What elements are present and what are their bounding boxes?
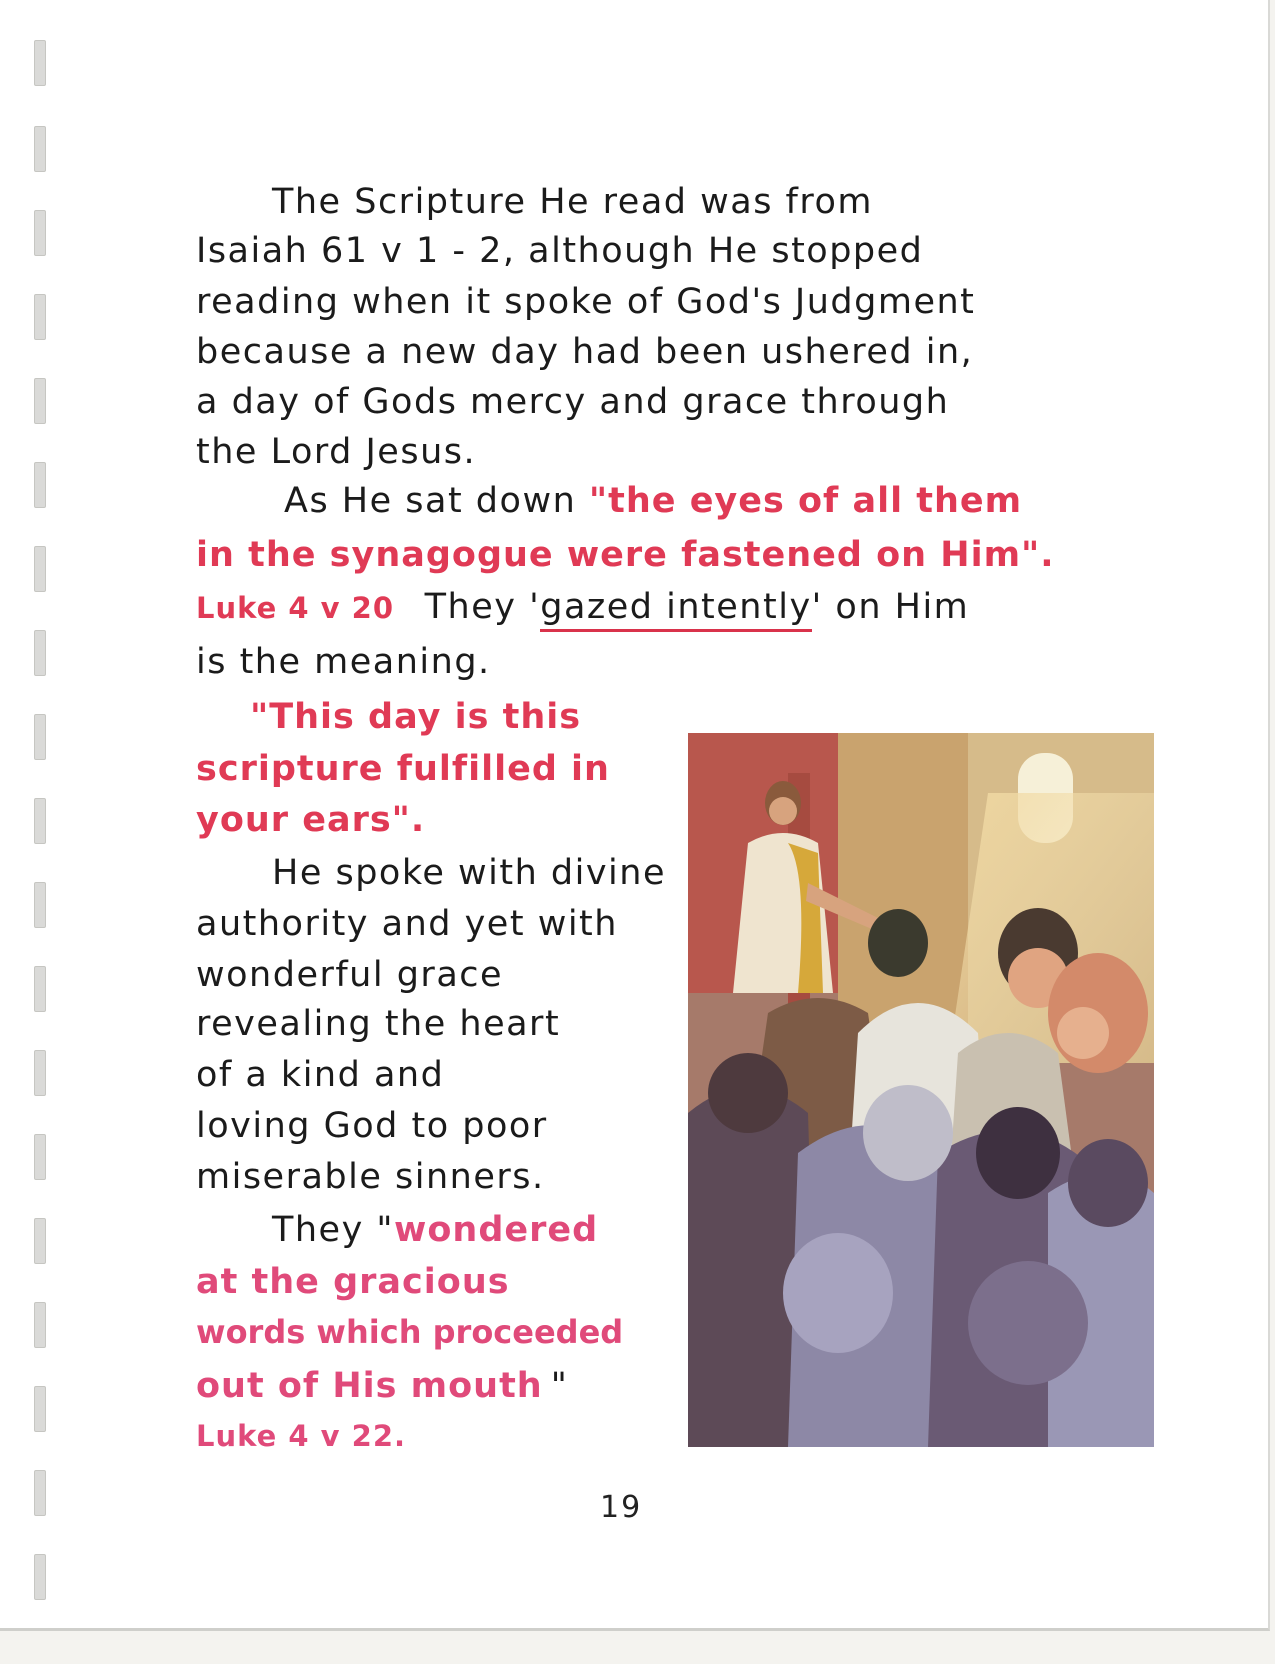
text-line: of a kind and bbox=[196, 1055, 445, 1095]
text-line: a day of Gods mercy and grace through bbox=[196, 382, 950, 422]
text-line: He spoke with divine bbox=[272, 853, 666, 893]
text-segment: They ' bbox=[424, 587, 541, 627]
underlined-phrase: gazed intently bbox=[540, 587, 811, 632]
text-segment: As He sat down bbox=[284, 481, 589, 521]
quote-segment: "the eyes of all them bbox=[588, 481, 1023, 521]
quote-segment: out of His mouth bbox=[196, 1366, 543, 1406]
quote-segment: wondered bbox=[394, 1210, 599, 1250]
binding-hole bbox=[34, 1386, 46, 1432]
binding-hole bbox=[34, 1134, 46, 1180]
text-line: reading when it spoke of God's Judgment bbox=[196, 282, 976, 322]
text-segment: They " bbox=[272, 1210, 395, 1250]
reference-label: Luke 4 v 22. bbox=[196, 1419, 407, 1453]
text-segment: ' on Him bbox=[811, 587, 970, 627]
spiral-binding bbox=[34, 0, 46, 1628]
binding-hole bbox=[34, 714, 46, 760]
quote-line: your ears". bbox=[196, 800, 426, 840]
binding-hole bbox=[34, 798, 46, 844]
binding-hole bbox=[34, 210, 46, 256]
quote-line: words which proceeded bbox=[196, 1313, 624, 1351]
text-line: because a new day had been ushered in, bbox=[196, 332, 974, 372]
text-line bbox=[196, 1366, 569, 1406]
text-line: miserable sinners. bbox=[196, 1157, 545, 1197]
binding-hole bbox=[34, 1050, 46, 1096]
text-line: loving God to poor bbox=[196, 1106, 548, 1146]
binding-hole bbox=[34, 126, 46, 172]
page-number: 19 bbox=[600, 1490, 643, 1525]
text-line: wonderful grace bbox=[196, 955, 504, 995]
binding-hole bbox=[34, 1218, 46, 1264]
text-line: revealing the heart bbox=[196, 1004, 561, 1044]
binding-hole bbox=[34, 462, 46, 508]
text-line: the Lord Jesus. bbox=[196, 432, 477, 472]
text-line: authority and yet with bbox=[196, 904, 618, 944]
text-line bbox=[272, 1210, 599, 1250]
binding-hole bbox=[34, 1470, 46, 1516]
binding-hole bbox=[34, 1554, 46, 1600]
binding-hole bbox=[34, 546, 46, 592]
text-segment: " bbox=[550, 1366, 569, 1406]
text-line: The Scripture He read was from bbox=[272, 182, 874, 222]
binding-hole bbox=[34, 966, 46, 1012]
reference-label: Luke 4 v 20 bbox=[196, 591, 395, 625]
text-line: Isaiah 61 v 1 - 2, although He stopped bbox=[196, 231, 924, 271]
text-line bbox=[284, 481, 1023, 521]
quote-line: scripture fulfilled in bbox=[196, 749, 610, 789]
binding-hole bbox=[34, 294, 46, 340]
quote-line: in the synagogue were fastened on Him". bbox=[196, 535, 1055, 575]
quote-line: at the gracious bbox=[196, 1262, 510, 1302]
quote-line: "This day is this bbox=[250, 697, 582, 737]
binding-hole bbox=[34, 630, 46, 676]
text-line bbox=[196, 587, 970, 627]
synagogue-illustration bbox=[688, 733, 1154, 1447]
binding-hole bbox=[34, 40, 46, 86]
binding-hole bbox=[34, 882, 46, 928]
binding-hole bbox=[34, 1302, 46, 1348]
text-line: is the meaning. bbox=[196, 642, 491, 682]
binding-hole bbox=[34, 378, 46, 424]
